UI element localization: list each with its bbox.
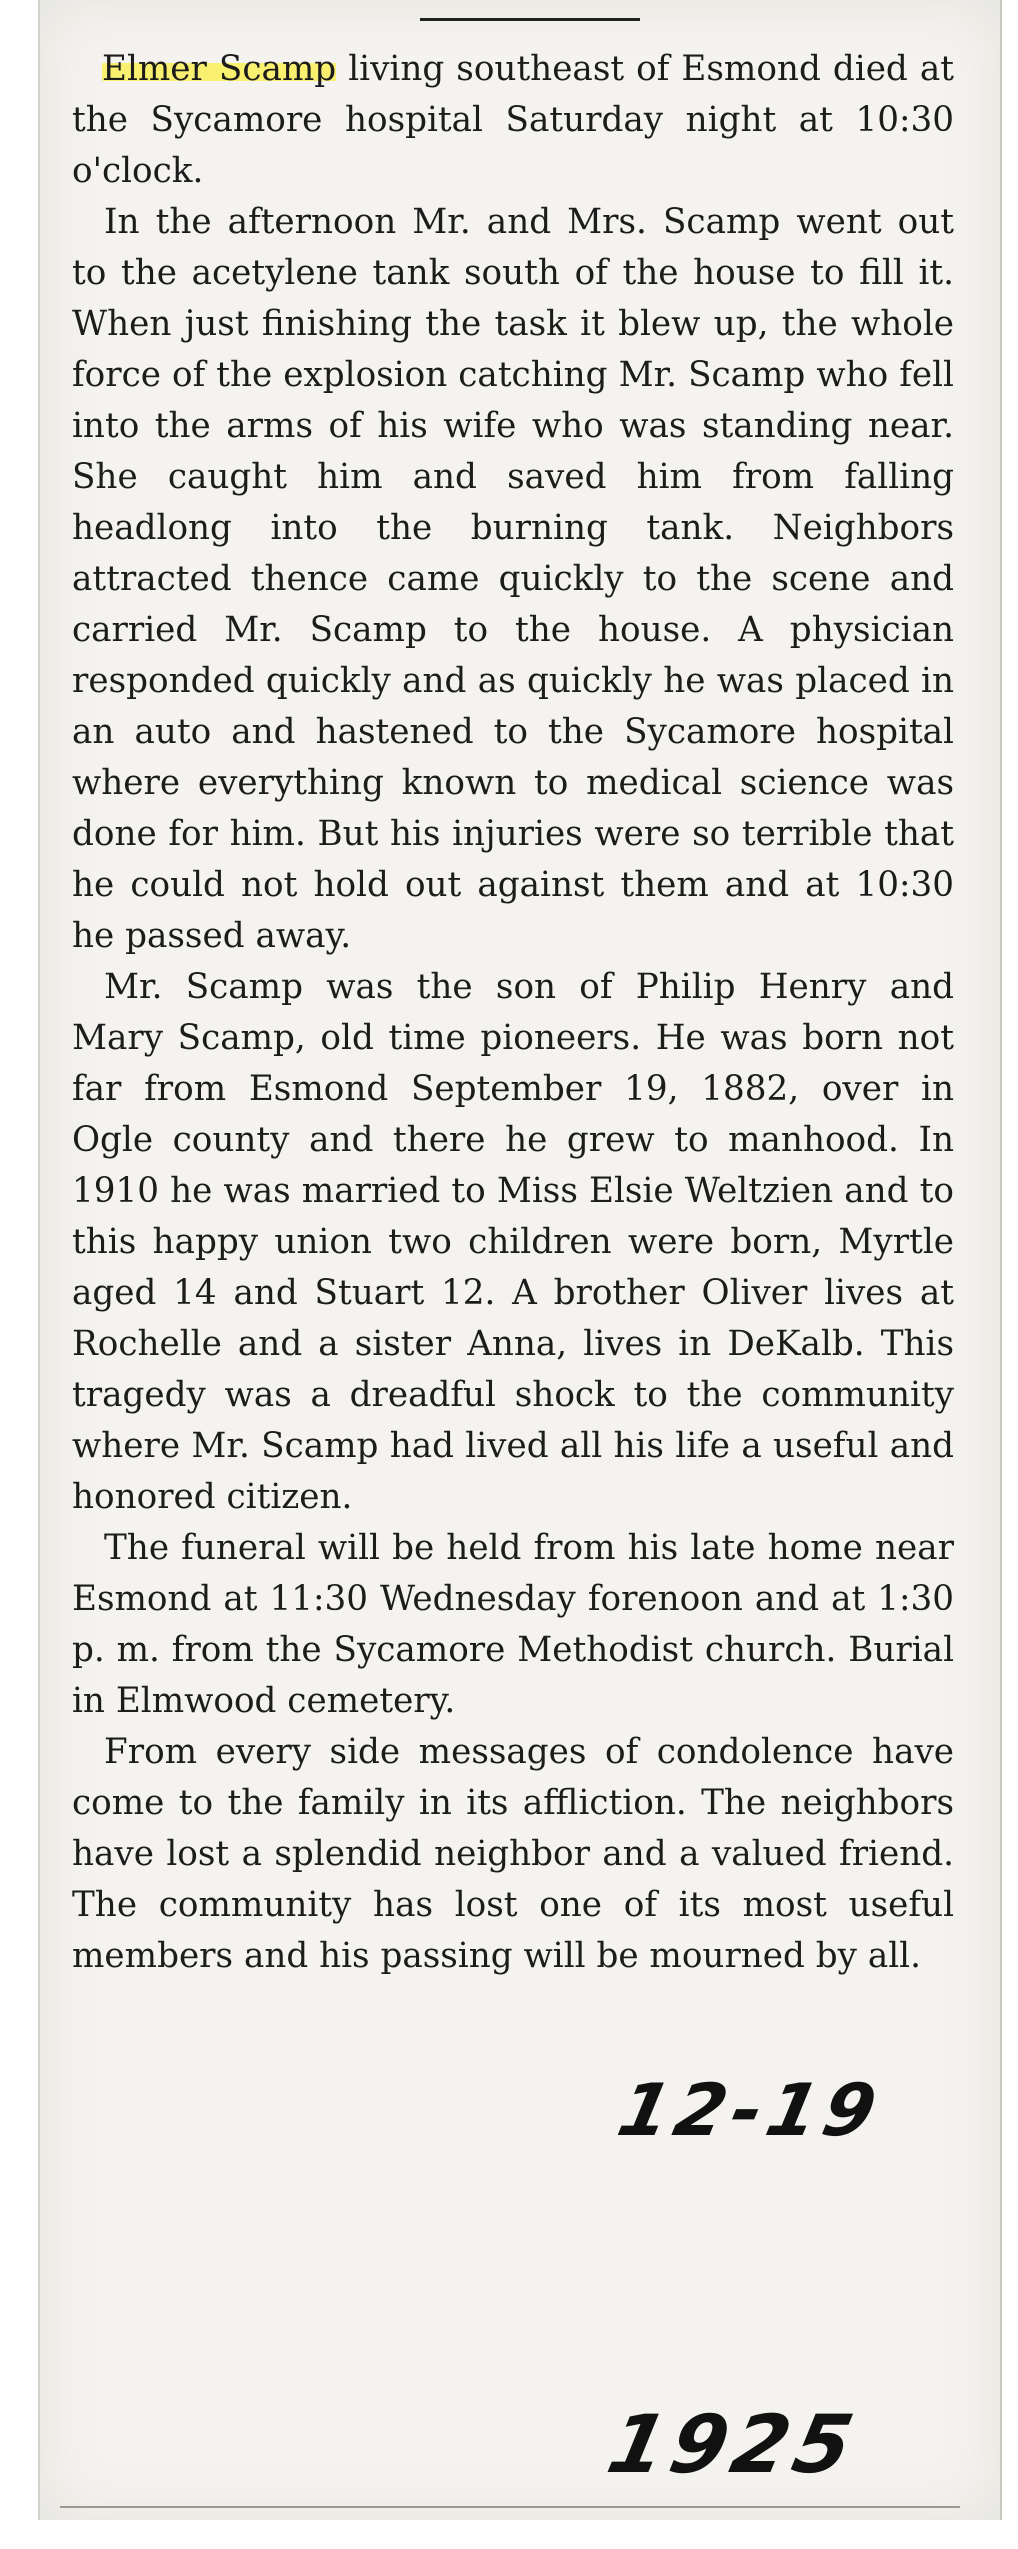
paragraph-5: From every side messages of condolence have come to the family in its affliction. The neighbors have lost a splendid neighbor and a valued friend. The community has lost one of its most useful members and his passing will be mourned by all. <box>72 1732 954 1976</box>
handwritten-year: 1925 <box>600 2398 867 2491</box>
paragraph-4: The funeral will be held from his late home near Esmond at 11:30 Wednesday forenoon and at 1:30 p. m. from the Sycamore Methodist church. Burial in Elmwood cemetery. <box>72 1528 954 1721</box>
top-rule <box>420 18 640 21</box>
bottom-rule <box>60 2506 960 2508</box>
paragraph-2: In the afternoon Mr. and Mrs. Scamp went out to the acetylene tank south of the house to fill it. When just finishing the task it blew up, the whole force of the explosion catching Mr. Scamp who fell into the arms of his wife who was standing near. She caught him and saved him from falling headlong into the burning tank. Neighbors attracted thence came quickly to the scene and carried Mr. Scamp to the house. A physician responded quickly and as quickly he was placed in an auto and hastened to the Sycamore hospital where everything known to medical science was done for him. But his injuries were so terrible that he could not hold out against them and at 10:30 he passed away. <box>72 202 954 956</box>
handwritten-date: 12-19 <box>611 2068 890 2152</box>
paragraph-1 <box>72 44 954 197</box>
obituary-article <box>72 44 954 1982</box>
paragraph-1-text: living southeast of Esmond died at the Sycamore hospital Saturday night at 10:30 o'clock. <box>72 49 954 191</box>
paragraph-3: Mr. Scamp was the son of Philip Henry and Mary Scamp, old time pioneers. He was born not far from Esmond September 19, 1882, over in Ogle county and there he grew to manhood. In 1910 he was married to Miss Elsie Weltzien and to this happy union two children were born, Myrtle aged 14 and Stuart 12. A brother Oliver lives at Rochelle and a sister Anna, lives in DeKalb. This tragedy was a dreadful shock to the community where Mr. Scamp had lived all his life a useful and honored citizen. <box>72 967 954 1517</box>
highlighted-name: Elmer Scamp <box>102 49 337 89</box>
